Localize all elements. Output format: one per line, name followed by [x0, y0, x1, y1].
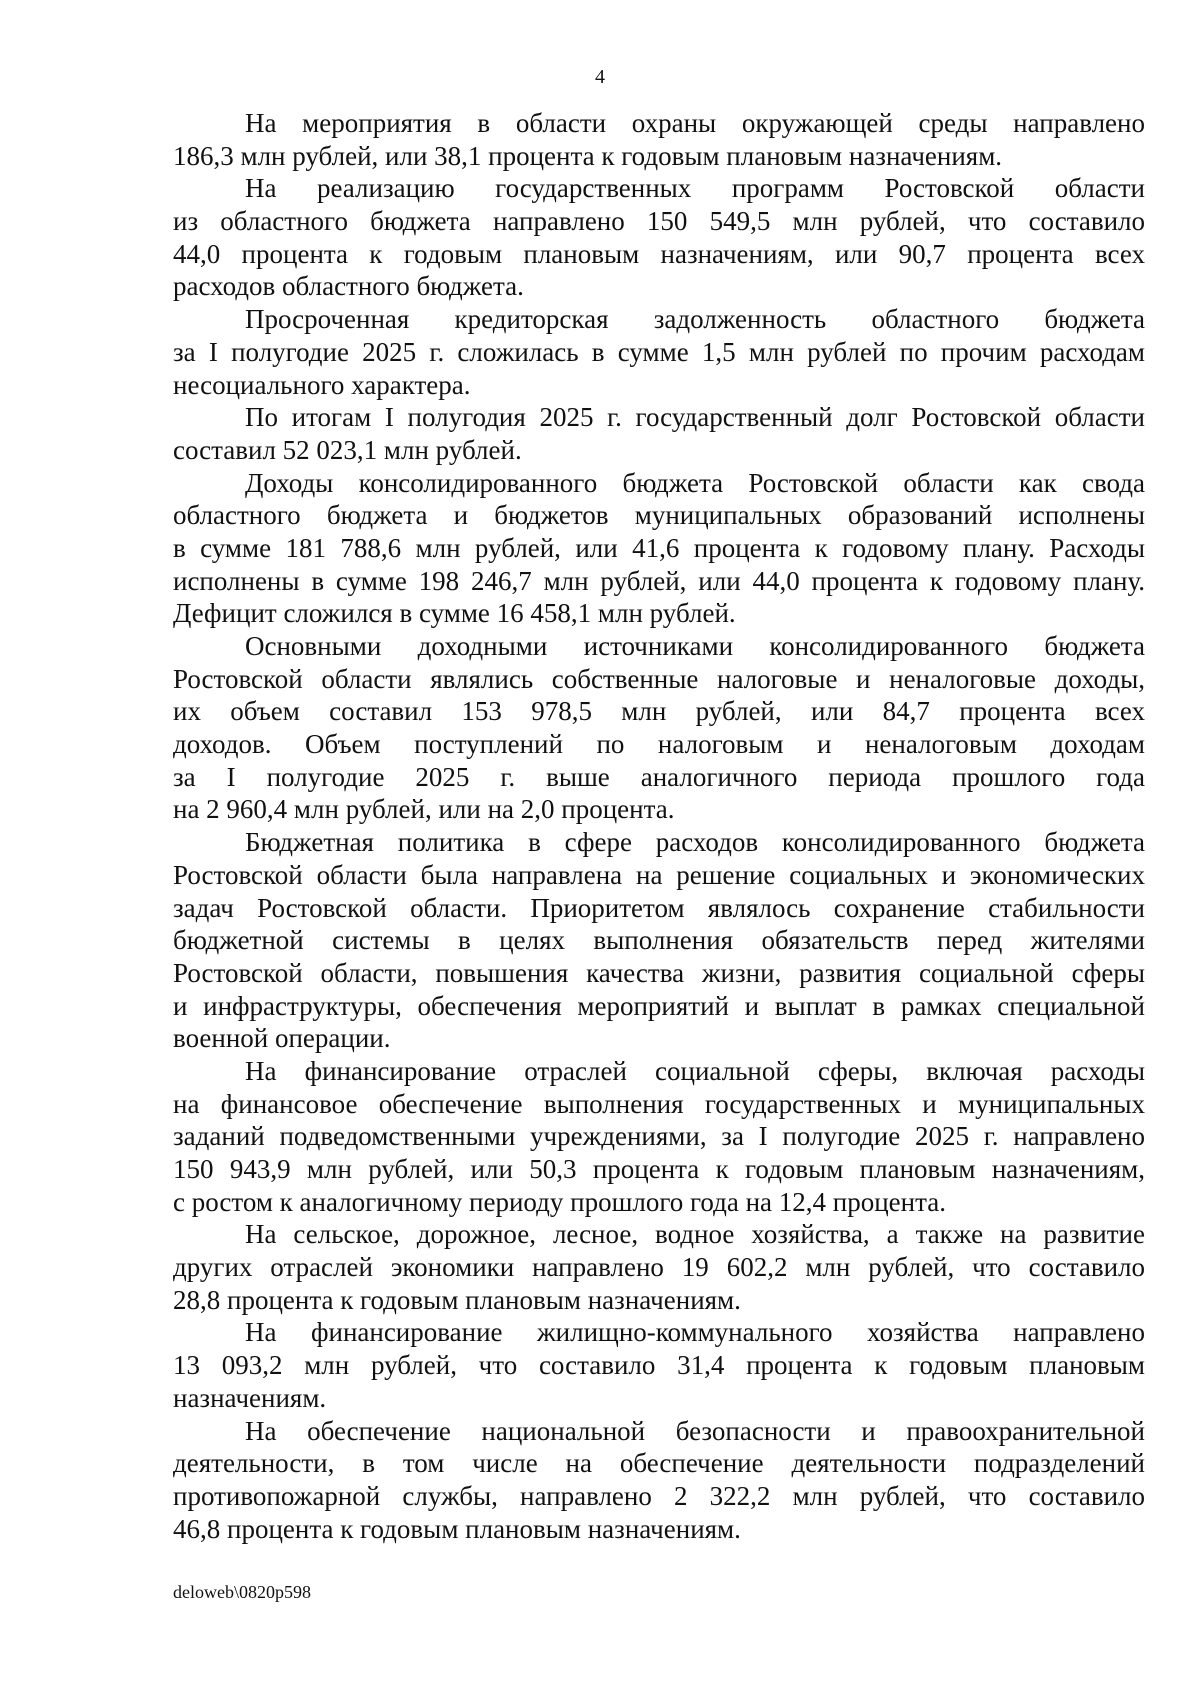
paragraph-line: Просроченная кредиторская задолженность областного бюджета	[245, 304, 1145, 335]
paragraph-line: деятельности, в том числе на обеспечение деятельности подразделений	[173, 1448, 1145, 1479]
paragraph-line: назначениям.	[173, 1382, 327, 1413]
paragraph-line: На мероприятия в области охраны окружающей среды направлено	[245, 108, 1145, 138]
paragraph-line: военной операции.	[173, 1023, 391, 1054]
paragraph-line: за I полугодие 2025 г. выше аналогичного периода прошлого года	[173, 761, 1145, 792]
paragraph-line: Ростовской области являлись собственные налоговые и неналоговые доходы,	[173, 663, 1145, 694]
paragraph-line: 150 943,9 млн рублей, или 50,3 процента к годовым плановым назначениям,	[173, 1154, 1145, 1184]
paragraph-line: составил 52 023,1 млн рублей.	[173, 434, 522, 465]
page-number: 4	[595, 66, 605, 88]
paragraph-line: Ростовской области, повышения качества жизни, развития социальной сферы	[173, 957, 1145, 988]
paragraph-line: Основными доходными источниками консолидированного бюджета	[245, 631, 1145, 661]
paragraph-line: с ростом к аналогичному периоду прошлого года на 12,4 процента.	[173, 1186, 946, 1217]
paragraph-line: противопожарной службы, направлено 2 322,2 млн рублей, что составило	[173, 1480, 1145, 1511]
paragraph-line: в сумме 181 788,6 млн рублей, или 41,6 процента к годовому плану. Расходы	[173, 532, 1145, 563]
paragraph-line: 46,8 процента к годовым плановым назначениям.	[173, 1513, 741, 1544]
paragraph-line: доходов. Объем поступлений по налоговым и неналоговым доходам	[173, 729, 1145, 760]
paragraph-line: на 2 960,4 млн рублей, или на 2,0 процента.	[173, 794, 675, 825]
paragraph-line: Ростовской области была направлена на решение социальных и экономических	[173, 859, 1145, 890]
paragraph-line: на финансовое обеспечение выполнения государственных и муниципальных	[173, 1088, 1145, 1119]
paragraph	[173, 107, 1145, 172]
paragraph-line: и инфраструктуры, обеспечения мероприятий и выплат в рамках специальной	[173, 990, 1145, 1021]
paragraph-line: По итогам I полугодия 2025 г. государственный долг Ростовской области	[245, 402, 1145, 433]
document-registration-code: deloweb\0820p598	[173, 1582, 311, 1602]
paragraph-line: Дефицит сложился в сумме 16 458,1 млн рублей.	[173, 598, 736, 629]
paragraph-line: На финансирование жилищно-коммунального хозяйства направлено	[245, 1317, 1145, 1348]
paragraph-line: 28,8 процента к годовым плановым назначениям.	[173, 1284, 741, 1315]
paragraph-line: На сельское, дорожное, лесное, водное хозяйства, а также на развитие	[245, 1219, 1145, 1250]
paragraph-line: На финансирование отраслей социальной сферы, включая расходы	[245, 1055, 1145, 1086]
paragraph	[173, 1218, 1145, 1316]
document-body	[173, 107, 1145, 1545]
paragraph-line: Бюджетная политика в сфере расходов консолидированного бюджета	[245, 827, 1145, 858]
paragraph-line: несоциального характера.	[173, 369, 471, 400]
paragraph	[173, 1316, 1145, 1414]
paragraph-line: исполнены в сумме 198 246,7 млн рублей, или 44,0 процента к годовому плану.	[173, 565, 1145, 596]
paragraph	[173, 172, 1145, 303]
paragraph-line: 44,0 процента к годовым плановым назначениям, или 90,7 процента всех	[173, 238, 1145, 269]
paragraph-line: На реализацию государственных программ Ростовской области	[245, 173, 1145, 204]
paragraph-line: областного бюджета и бюджетов муниципальных образований исполнены	[173, 500, 1145, 531]
paragraph	[173, 467, 1145, 630]
paragraph-line: за I полугодие 2025 г. сложилась в сумме 1,5 млн рублей по прочим расходам	[173, 336, 1145, 367]
paragraph-line: 13 093,2 млн рублей, что составило 31,4 процента к годовым плановым	[173, 1350, 1145, 1381]
paragraph-line: На обеспечение национальной безопасности и правоохранительной	[245, 1415, 1145, 1446]
paragraph-line: других отраслей экономики направлено 19 602,2 млн рублей, что составило	[173, 1252, 1145, 1283]
paragraph-line: бюджетной системы в целях выполнения обязательств перед жителями	[173, 925, 1145, 956]
paragraph-line: расходов областного бюджета.	[173, 271, 524, 302]
paragraph-line: задач Ростовской области. Приоритетом являлось сохранение стабильности	[173, 892, 1145, 923]
paragraph	[173, 303, 1145, 401]
paragraph	[173, 630, 1145, 826]
paragraph-line: их объем составил 153 978,5 млн рублей, или 84,7 процента всех	[173, 696, 1145, 727]
paragraph-line: Доходы консолидированного бюджета Ростовской области как свода	[245, 467, 1145, 498]
paragraph	[173, 401, 1145, 466]
paragraph-line: заданий подведомственными учреждениями, за I полугодие 2025 г. направлено	[173, 1121, 1145, 1152]
paragraph-line: из областного бюджета направлено 150 549,5 млн рублей, что составило	[173, 206, 1145, 237]
paragraph	[173, 826, 1145, 1055]
paragraph	[173, 1415, 1145, 1546]
paragraph-line: 186,3 млн рублей, или 38,1 процента к годовым плановым назначениям.	[173, 140, 1003, 171]
paragraph	[173, 1055, 1145, 1218]
